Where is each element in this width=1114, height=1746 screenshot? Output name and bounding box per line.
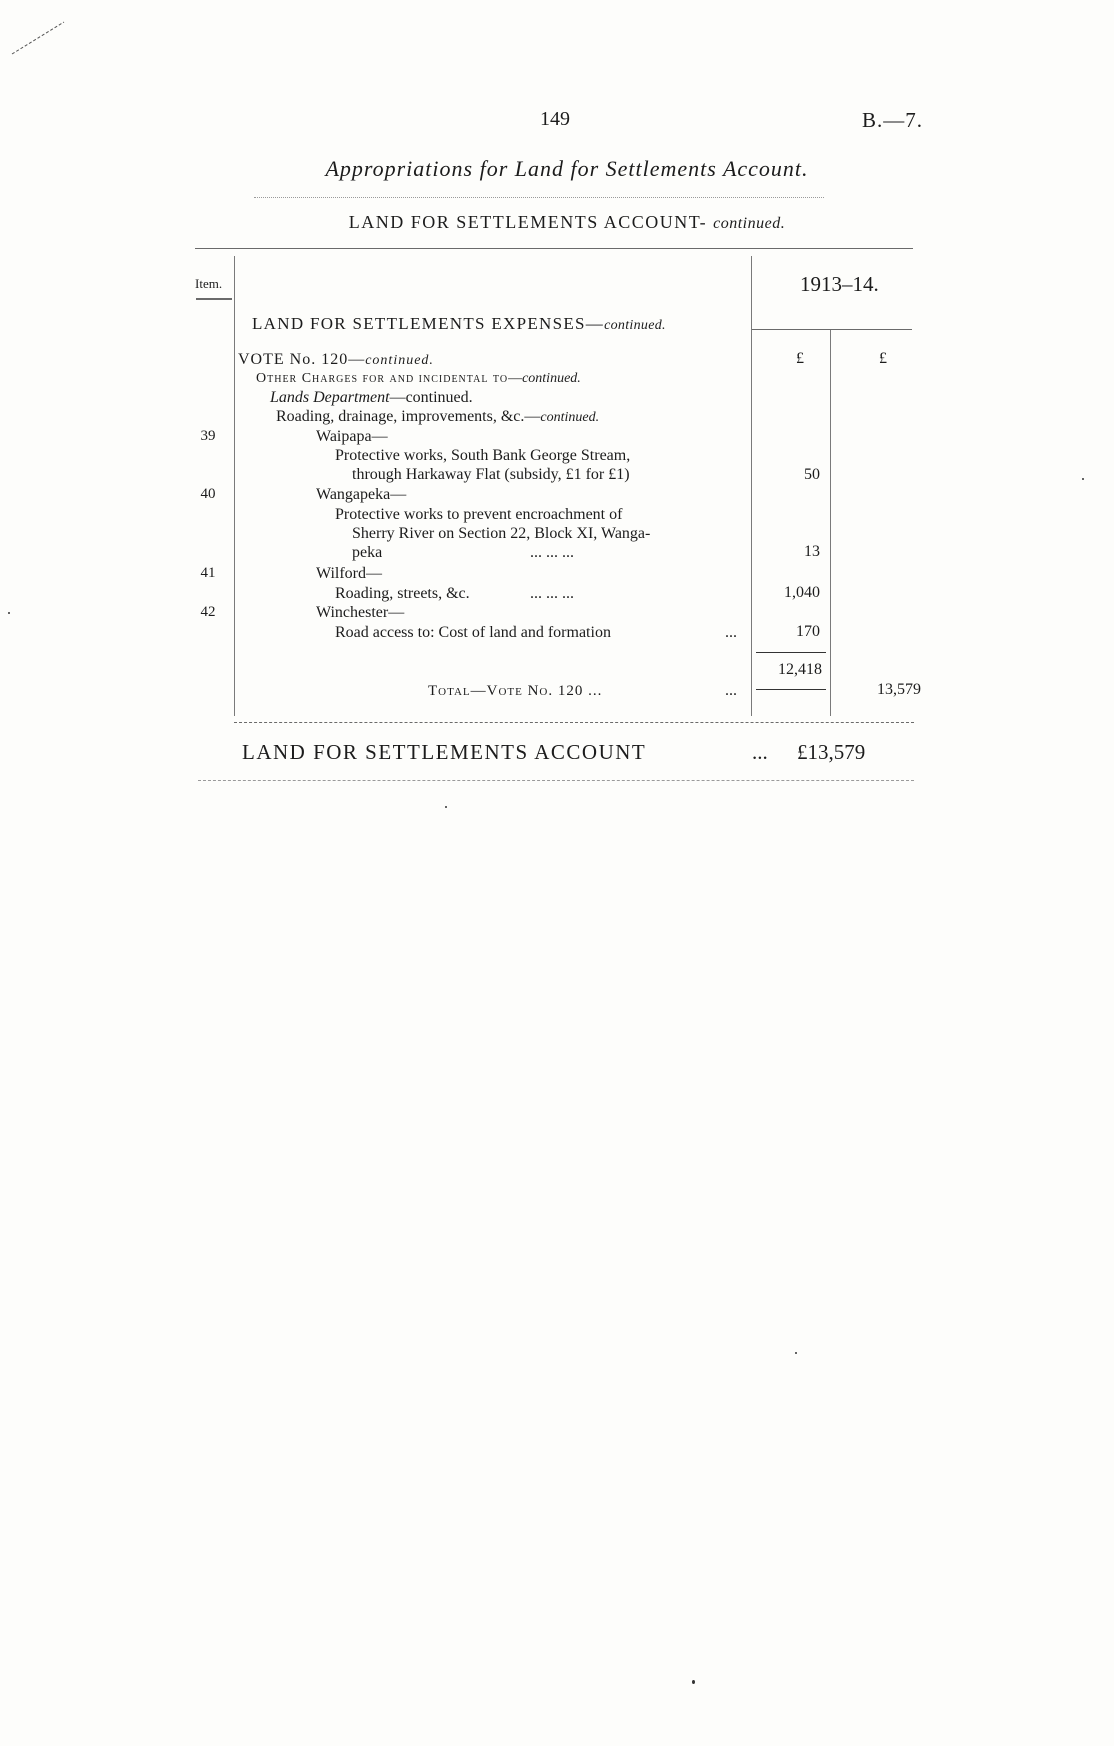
- account-grand-total-label: LAND FOR SETTLEMENTS ACCOUNT: [242, 740, 647, 764]
- page-number: 149: [540, 108, 570, 130]
- total-amount: 13,579: [877, 681, 921, 698]
- department-suffix: continued.: [405, 389, 473, 406]
- scan-speck: [445, 806, 447, 808]
- amount-column-divider-left: [751, 256, 752, 716]
- subhead-suffix: continued.: [540, 410, 600, 425]
- vote-line-suffix: continued.: [365, 353, 434, 368]
- item-header-rule: [196, 298, 232, 300]
- other-charges-line: Other Charges for and incidental to—continued.: [256, 371, 581, 386]
- item-amount: 170: [796, 623, 820, 640]
- subhead-text: Roading, drainage, improvements, &c.: [276, 408, 525, 425]
- scan-speck: [795, 1352, 797, 1354]
- scan-speck: [8, 612, 10, 614]
- vote-line-text: VOTE No. 120: [238, 351, 349, 368]
- item-description: Protective works, South Bank George Stream,: [335, 447, 631, 464]
- item-place: Winchester—: [316, 604, 405, 621]
- other-charges-suffix: continued.: [522, 371, 581, 386]
- item-description: Roading, streets, &c.: [335, 585, 470, 602]
- account-subtitle: LAND FOR SETTLEMENTS ACCOUNT- continued.: [348, 212, 786, 232]
- margin-pencil-mark: [8, 18, 68, 58]
- dot-leader: ... ... ...: [530, 585, 574, 602]
- subtotal-rule: [756, 652, 826, 653]
- subtotal-amount: 12,418: [778, 661, 822, 678]
- department-line: Lands Department—continued.: [270, 389, 473, 406]
- account-subtitle-suffix: continued.: [713, 215, 786, 232]
- year-column-header: 1913–14.: [800, 272, 879, 296]
- item-place: Wilford—: [316, 565, 383, 582]
- dot-leader: ...: [725, 682, 737, 699]
- dot-leader: ...: [752, 740, 768, 764]
- section-heading-text: LAND FOR SETTLEMENTS EXPENSES: [252, 314, 586, 333]
- item-place: Wangapeka—: [316, 486, 407, 503]
- department-text: Lands Department: [270, 389, 390, 406]
- year-header-rule: [752, 329, 912, 330]
- item-number: 40: [200, 486, 216, 502]
- dot-leader: ... ... ...: [530, 544, 574, 561]
- item-description: Protective works to prevent encroachment of: [335, 506, 623, 523]
- table-bottom-rule: [234, 722, 914, 723]
- vote-line: VOTE No. 120—continued.: [238, 351, 434, 368]
- item-column-header: Item.: [195, 276, 223, 291]
- scan-speck: [692, 1680, 695, 1684]
- other-charges-text: Other Charges for and incidental to: [256, 371, 509, 386]
- total-rule: [756, 689, 826, 690]
- document-reference: B.—7.: [862, 108, 924, 132]
- item-place: Waipapa—: [316, 428, 388, 445]
- item-column-divider: [234, 256, 235, 716]
- scan-speck: [1082, 478, 1084, 480]
- item-description: through Harkaway Flat (subsidy, £1 for £1): [352, 466, 630, 483]
- currency-symbol-col1: £: [796, 350, 804, 367]
- footer-rule: [198, 780, 914, 781]
- item-number: 41: [200, 565, 216, 581]
- item-amount: 13: [804, 543, 820, 560]
- page-title: Appropriations for Land for Settlements Account.: [325, 156, 809, 181]
- dot-leader: ...: [725, 624, 737, 641]
- amount-column-divider-mid: [830, 330, 831, 716]
- title-rule: [254, 197, 824, 198]
- section-heading-suffix: continued.: [604, 318, 666, 333]
- account-subtitle-text: LAND FOR SETTLEMENTS ACCOUNT: [348, 212, 700, 232]
- currency-symbol-col2: £: [879, 350, 887, 367]
- table-top-rule: [195, 248, 913, 249]
- item-description: Sherry River on Section 22, Block XI, Wanga-: [352, 525, 651, 542]
- account-grand-total: £13,579: [797, 740, 866, 764]
- section-heading: LAND FOR SETTLEMENTS EXPENSES—continued.: [252, 314, 666, 333]
- item-description: Road access to: Cost of land and formation: [335, 624, 611, 641]
- total-label: Total—Vote No. 120 ...: [428, 683, 603, 699]
- item-number: 39: [200, 428, 216, 444]
- item-amount: 1,040: [784, 584, 820, 601]
- item-amount: 50: [804, 466, 820, 483]
- item-description: peka: [352, 544, 383, 561]
- subhead-line: Roading, drainage, improvements, &c.—continued.: [276, 408, 600, 425]
- item-number: 42: [200, 604, 216, 620]
